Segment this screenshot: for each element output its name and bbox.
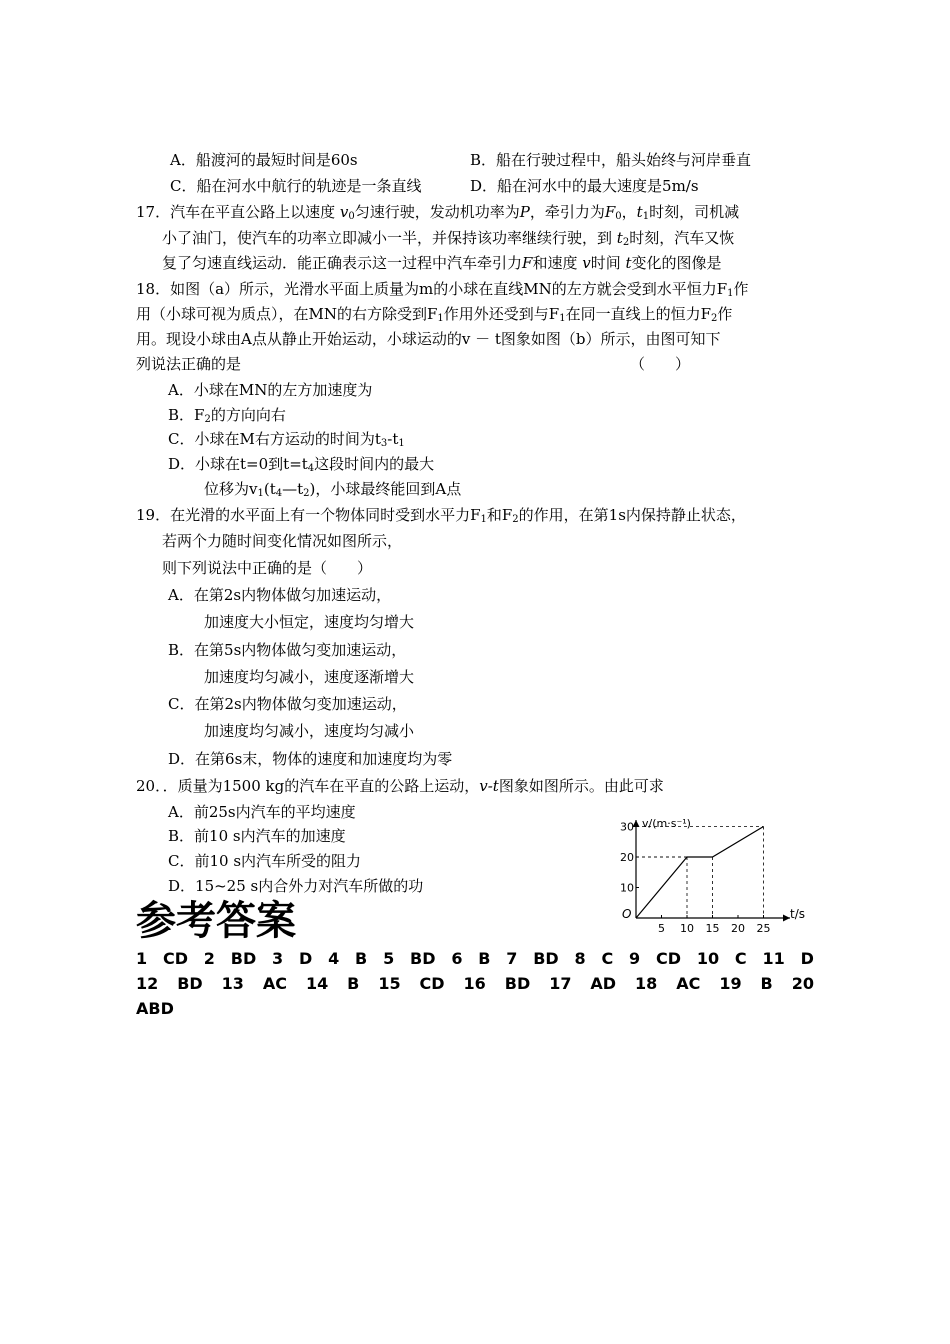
answer-item: AC bbox=[676, 974, 701, 993]
answer-item: B bbox=[478, 949, 491, 968]
q17-line-3: 复了匀速直线运动．能正确表示这一过程中汽车牵引力F和速度 v时间 t变化的图像是 bbox=[162, 254, 722, 272]
q16-option-c: C．船在河水中航行的轨迹是一条直线 bbox=[170, 177, 422, 195]
vt-chart bbox=[610, 810, 815, 935]
answer-item: 20 bbox=[791, 974, 814, 993]
q20-option-d: D．15~25 s内合外力对汽车所做的功 bbox=[168, 877, 424, 895]
answer-bracket: （ ） bbox=[630, 355, 691, 373]
q18-option-a: A．小球在MN的左方加速度为 bbox=[168, 381, 373, 399]
series-line bbox=[636, 827, 764, 919]
q19-option-c-cont: 加速度均匀减小，速度均匀减小 bbox=[204, 722, 415, 740]
answer-item: BD bbox=[533, 949, 559, 968]
x-tick-label: 15 bbox=[705, 922, 720, 935]
q18-option-b: B．$F_2$的方向向右 bbox=[168, 406, 286, 425]
answer-item: 17 bbox=[549, 974, 572, 993]
x-tick-label: 10 bbox=[680, 922, 694, 935]
answer-item: B bbox=[347, 974, 360, 993]
answer-item: 8 bbox=[574, 949, 586, 968]
answer-item: 2 bbox=[203, 949, 215, 968]
q16-option-a: A．船渡河的最短时间是60s bbox=[170, 151, 358, 169]
answer-item: 13 bbox=[221, 974, 244, 993]
answer-item: 12 bbox=[136, 974, 159, 993]
q18-line-1: 18．如图（a）所示，光滑水平面上质量为m的小球在直线MN的左方就会受到水平恒力$F_1$作 bbox=[136, 280, 749, 299]
answer-item: D bbox=[800, 949, 814, 968]
q20-line-1: 20．．质量为1500 kg的汽车在平直的公路上运动，v-t图象如图所示。由此可求 bbox=[136, 777, 664, 795]
q16-option-b: B．船在行驶过程中，船头始终与河岸垂直 bbox=[470, 151, 752, 169]
q18-option-d: D．小球在t=0到$t=t_4$这段时间内的最大 bbox=[168, 455, 435, 474]
answer-item: B bbox=[760, 974, 773, 993]
answer-item: BD bbox=[504, 974, 531, 993]
answer-item: 16 bbox=[463, 974, 486, 993]
q17-line-1: 17．汽车在平直公路上以速度 $v_0$匀速行驶，发动机功率为P，牵引力为$F_0$，$t_1$时刻，司机减 bbox=[136, 203, 740, 222]
q19-line-3: 则下列说法中正确的是（ ） bbox=[162, 559, 373, 577]
x-tick-label: 20 bbox=[731, 922, 745, 935]
answers-row-1 bbox=[136, 946, 814, 971]
answer-item: CD bbox=[656, 949, 682, 968]
q19-option-b: B．在第5s内物体做匀变加速运动， bbox=[168, 641, 407, 659]
answer-item: 14 bbox=[305, 974, 329, 993]
origin-label: O bbox=[622, 907, 632, 921]
answer-item: 19 bbox=[719, 974, 742, 993]
answer-item: 7 bbox=[506, 949, 518, 968]
q19-option-b-cont: 加速度均匀减小，速度逐渐增大 bbox=[204, 668, 415, 686]
answer-item: BD bbox=[230, 949, 257, 968]
q19-option-d: D．在第6s末，物体的速度和加速度均为零 bbox=[168, 750, 453, 768]
answer-item: 9 bbox=[629, 949, 641, 968]
q18-option-c: C．小球在M右方运动的时间为$t_3-t_1$ bbox=[168, 430, 405, 449]
q19-option-a: A．在第2s内物体做匀加速运动， bbox=[168, 586, 392, 604]
q19-option-a-cont: 加速度大小恒定，速度均匀增大 bbox=[204, 613, 415, 631]
answer-item: BD bbox=[177, 974, 203, 993]
answer-item: 10 bbox=[696, 949, 720, 968]
q18-option-d-cont: 位移为$v_1(t_4—t_2)$，小球最终能回到A点 bbox=[204, 480, 462, 499]
q20-option-b: B．前10 s内汽车的加速度 bbox=[168, 827, 346, 845]
answer-item: 4 bbox=[328, 949, 340, 968]
q18-line-2: 用（小球可视为质点），在MN的右方除受到$F_1$作用外还受到与$F_1$在同一直线上的恒力$F_2$作 bbox=[136, 305, 733, 324]
answer-item: AD bbox=[590, 974, 617, 993]
answer-item: AC bbox=[262, 974, 287, 993]
y-tick-label: 30 bbox=[620, 820, 634, 834]
answer-item: 1 bbox=[136, 949, 148, 968]
answer-item: 5 bbox=[383, 949, 395, 968]
answer-item: 18 bbox=[635, 974, 658, 993]
answer-item: BD bbox=[410, 949, 436, 968]
x-tick-label: 25 bbox=[756, 922, 771, 935]
answers-title: 参考答案 bbox=[136, 898, 296, 944]
answer-item: CD bbox=[419, 974, 445, 993]
answer-item: C bbox=[601, 949, 614, 968]
q18-line-4: 列说法正确的是 bbox=[136, 355, 242, 373]
x-axis-label: t/s bbox=[790, 907, 805, 921]
y-tick-label: 20 bbox=[620, 851, 634, 864]
q19-option-c: C．在第2s内物体做匀变加速运动， bbox=[168, 695, 407, 713]
q19-line-2: 若两个力随时间变化情况如图所示， bbox=[162, 532, 403, 550]
answer-item: C bbox=[734, 949, 747, 968]
q18-line-3: 用。现设小球由A点从静止开始运动，小球运动的v － t图象如图（b）所示，由图可知下 bbox=[136, 330, 721, 348]
answer-item: 15 bbox=[378, 974, 401, 993]
answers-row-3: ABD bbox=[136, 999, 174, 1018]
answer-item: B bbox=[355, 949, 368, 968]
answer-item: D bbox=[299, 949, 313, 968]
x-tick-label: 5 bbox=[658, 922, 665, 935]
q19-line-1: 19．在光滑的水平面上有一个物体同时受到水平力$F_1$和$F_2$的作用，在第1s内保持静止状态， bbox=[136, 506, 746, 525]
q17-line-2: 小了油门，使汽车的功率立即减小一半，并保持该功率继续行驶，到 $t_2$时刻，汽车又恢 bbox=[162, 229, 735, 248]
q20-option-a: A．前25s内汽车的平均速度 bbox=[168, 803, 356, 821]
answer-item: 6 bbox=[451, 949, 463, 968]
y-axis-label: v/(m·s⁻¹) bbox=[642, 817, 691, 830]
answer-item: 11 bbox=[762, 949, 785, 968]
q20-option-c: C．前10 s内汽车所受的阻力 bbox=[168, 852, 362, 870]
q16-option-d: D．船在河水中的最大速度是5m/s bbox=[470, 177, 699, 195]
y-tick-label: 10 bbox=[620, 881, 634, 895]
answers-row-2 bbox=[136, 971, 814, 996]
answer-item: CD bbox=[162, 949, 188, 968]
answer-item: 3 bbox=[272, 949, 284, 968]
